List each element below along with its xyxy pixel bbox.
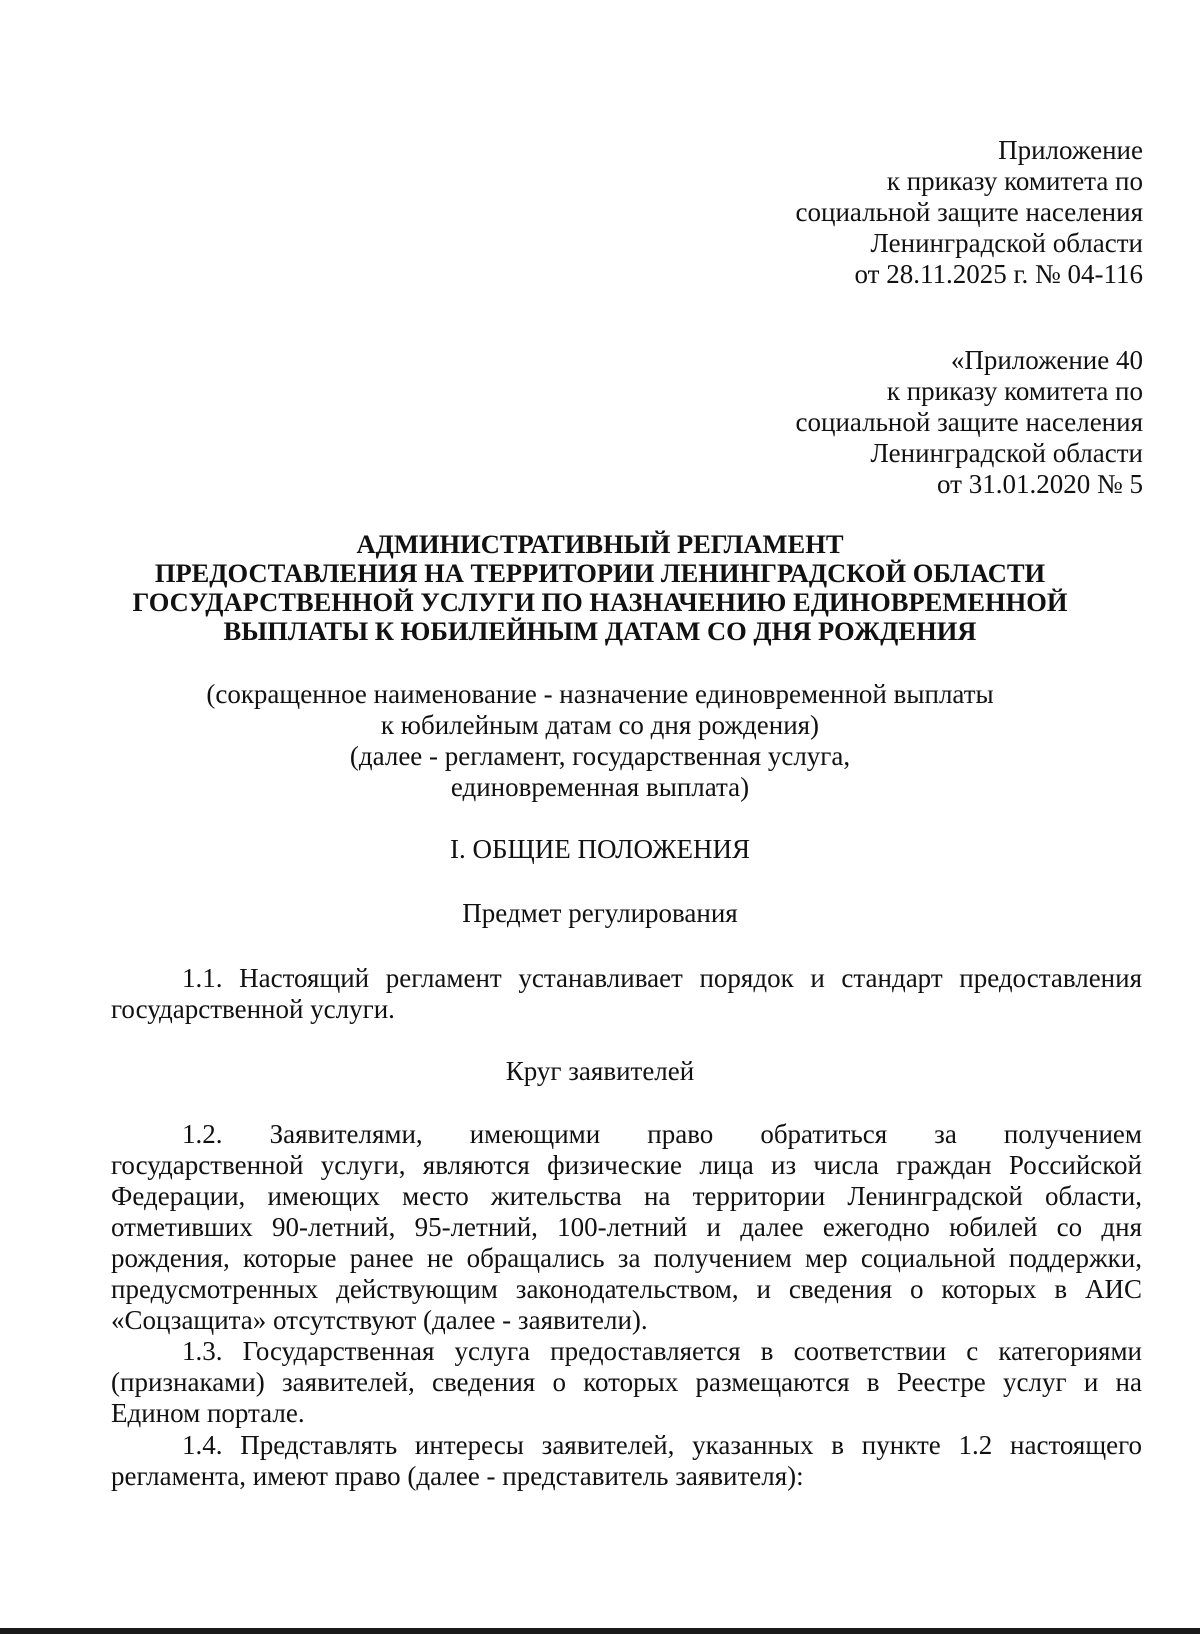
- paragraph-line: 1.1. Настоящий регламент устанавливает порядок и стандарт предоставления: [182, 963, 1142, 993]
- section-heading: I. ОБЩИЕ ПОЛОЖЕНИЯ: [450, 834, 750, 864]
- short-name-line: единовременная выплата): [450, 772, 750, 802]
- paragraph-line: Федерации, имеющих место жительства на территории Ленинградской области,: [111, 1181, 1142, 1211]
- paragraph-line: государственной услуги, являются физические лица из числа граждан Российской: [111, 1150, 1142, 1180]
- title-line: ВЫПЛАТЫ К ЮБИЛЕЙНЫМ ДАТАМ СО ДНЯ РОЖДЕНИЯ: [223, 616, 977, 646]
- appendix-line: «Приложение 40: [950, 345, 1143, 375]
- appendix-line: социальной защите населения: [795, 407, 1143, 437]
- scan-bottom-edge: [0, 1628, 1200, 1634]
- appendix-line: к приказу комитета по: [886, 166, 1143, 196]
- paragraph-line: регламента, имеют право (далее - представитель заявителя):: [111, 1461, 804, 1491]
- appendix-header-previous: [796, 345, 1143, 500]
- paragraph-1-3: [111, 1336, 1142, 1429]
- paragraph-1-1: [111, 963, 1142, 1025]
- paragraph-line: 1.4. Представлять интересы заявителей, указанных в пункте 1.2 настоящего: [182, 1430, 1142, 1460]
- appendix-line: Приложение: [998, 135, 1143, 165]
- short-name-line: (сокращенное наименование - назначение единовременной выплаты: [206, 679, 994, 709]
- short-name-block: [60, 679, 1140, 803]
- appendix-line: к приказу комитета по: [886, 376, 1143, 406]
- paragraph-1-2: [111, 1119, 1142, 1336]
- appendix-line: от 28.11.2025 г. № 04-116: [854, 259, 1143, 289]
- appendix-line: Ленинградской области: [870, 228, 1143, 258]
- subheading-subject: Предмет регулирования: [462, 898, 738, 928]
- appendix-line: Ленинградской области: [870, 438, 1143, 468]
- paragraph-line: 1.3. Государственная услуга предоставляется в соответствии с категориями: [182, 1336, 1142, 1366]
- paragraph-line: (признаками) заявителей, сведения о которых размещаются в Реестре услуг и на: [111, 1367, 1142, 1397]
- paragraph-line: отметивших 90-летний, 95-летний, 100-летний и далее ежегодно юбилей со дня: [111, 1212, 1142, 1242]
- subheading-applicants: Круг заявителей: [505, 1056, 695, 1086]
- paragraph-line: Едином портале.: [111, 1398, 305, 1428]
- paragraph-1-4: [111, 1430, 1142, 1492]
- paragraph-line: рождения, которые ранее не обращались за получением мер социальной поддержки,: [111, 1243, 1142, 1273]
- paragraph-line: предусмотренных действующим законодательством, и сведения о которых в АИС: [111, 1274, 1142, 1304]
- document-title: [60, 530, 1140, 646]
- title-line: АДМИНИСТРАТИВНЫЙ РЕГЛАМЕНТ: [356, 529, 844, 559]
- appendix-line: от 31.01.2020 № 5: [937, 469, 1143, 499]
- title-line: ГОСУДАРСТВЕННОЙ УСЛУГИ ПО НАЗНАЧЕНИЮ ЕДИНОВРЕМЕННОЙ: [132, 587, 1068, 617]
- paragraph-line: государственной услуги.: [111, 994, 395, 1024]
- short-name-line: (далее - регламент, государственная услуга,: [349, 741, 851, 771]
- appendix-line: социальной защите населения: [795, 197, 1143, 227]
- paragraph-line: «Соцзащита» отсутствуют (далее - заявители).: [111, 1305, 648, 1335]
- paragraph-line: 1.2. Заявителями, имеющими право обратиться за получением: [182, 1119, 1142, 1149]
- title-line: ПРЕДОСТАВЛЕНИЯ НА ТЕРРИТОРИИ ЛЕНИНГРАДСКОЙ ОБЛАСТИ: [154, 558, 1046, 588]
- short-name-line: к юбилейным датам со дня рождения): [380, 710, 820, 740]
- appendix-header-current: [796, 135, 1143, 290]
